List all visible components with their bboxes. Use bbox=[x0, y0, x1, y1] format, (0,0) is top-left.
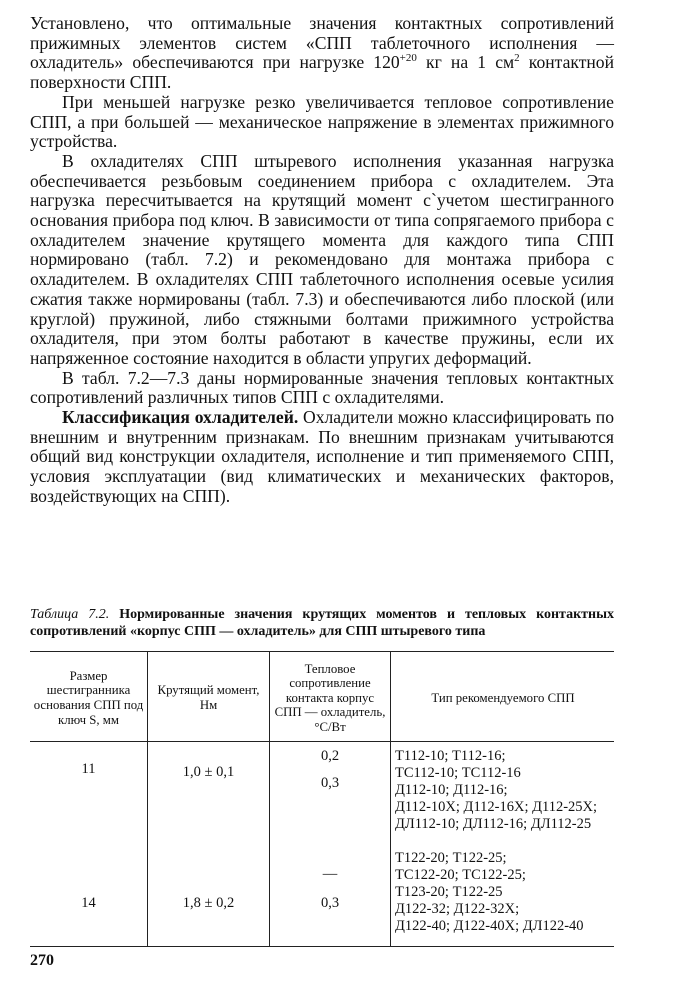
cell-torque: 1,8 ± 0,2 bbox=[148, 844, 270, 947]
table-label: Таблица 7.2. bbox=[30, 607, 110, 622]
header-thermal: Тепловое сопротивление контакта корпус СПП — охладитель, °С/Вт bbox=[270, 652, 391, 742]
paragraph-2: При меньшей нагрузке резко увеличивается тепловое сопротивление СПП, а при большей — механическое напряжение в элементах прижимного устройства. bbox=[30, 91, 614, 152]
cell-torque: 1,0 ± 0,1 bbox=[148, 742, 270, 845]
section-heading: Классификация охладителей. bbox=[62, 407, 299, 428]
body-text bbox=[30, 14, 614, 507]
paragraph-5: Классификация охладителей. Охладители можно классифицировать по внешним и внутренним признакам. По внешним признакам учитываются общий вид конструкции охладителя, исполнение и тип применяемого СПП, условия эксплуатации (вид климатических и механических факторов, воздействующих на СПП). bbox=[30, 407, 615, 506]
cell-types: Т122-20; Т122-25; ТС122-20; ТС122-25; Т123-20; Т122-25 Д122-32; Д122-32Х; Д122-40; Д122-40Х; ДЛ122-40 bbox=[391, 844, 615, 947]
table-caption bbox=[30, 606, 614, 640]
header-size: Размер шестигранника основания СПП под ключ S, мм bbox=[30, 652, 148, 742]
table-title: Нормированные значения крутящих моментов и тепловых контактных сопротивлений «корпус СПП — охладитель» для СПП штыревого типа bbox=[30, 607, 615, 639]
table-7-2 bbox=[30, 651, 614, 947]
cell-types: Т112-10; Т112-16; ТС112-10; ТС112-16 Д112-10; Д112-16; Д112-10Х; Д112-16Х; Д112-25Х; ДЛ112-10; ДЛ112-16; ДЛ112-25 bbox=[391, 742, 615, 845]
paragraph-4: В табл. 7.2—7.3 даны нормированные значения тепловых контактных сопротивлений различных типов СПП с охладителями. bbox=[30, 367, 614, 408]
paragraph-3: В охладителях СПП штыревого исполнения указанная нагрузка обеспечивается резьбовым соединением прибора с охладителем. Эта нагрузка пересчитывается на крутящий момент с`учетом шестигранного основания прибора под ключ. В зависимости от типа сопрягаемого прибора с охладителем значение крутящего момента для каждого типа СПП нормировано (табл. 7.2) и рекомендовано для монтажа прибора с охладителем. В охладителях СПП таблеточного исполнения осевые усилия сжатия также нормированы (табл. 7.3) и обеспечиваются либо плоской (или круглой) пружиной, либо стяжными болтами прижимного устройства охладителя, при этом болты работают в качестве пружины, если их напряженное состояние находится в области упругих деформаций. bbox=[30, 150, 614, 368]
page-number: 270 bbox=[30, 952, 54, 969]
paragraph-1: Установлено, что оптимальные значения контактных сопротивлений прижимных элементов систем «СПП таблеточного исполнения — охладитель» обеспечиваются при нагрузке $120^{+20}$ кг на 1 $см^2$ контактной поверхности СПП. bbox=[30, 13, 615, 93]
cell-size: 14 bbox=[30, 844, 148, 947]
table-row bbox=[30, 742, 614, 845]
cell-size: 11 bbox=[81, 761, 96, 777]
cell-thermal: 0,2 0,3 bbox=[270, 742, 391, 845]
header-torque: Крутящий момент, Нм bbox=[148, 652, 270, 742]
header-type: Тип рекомендуемого СПП bbox=[391, 652, 615, 742]
cell-thermal: — 0,3 bbox=[270, 844, 391, 947]
table-row bbox=[30, 844, 614, 947]
table-header-row bbox=[30, 652, 614, 742]
